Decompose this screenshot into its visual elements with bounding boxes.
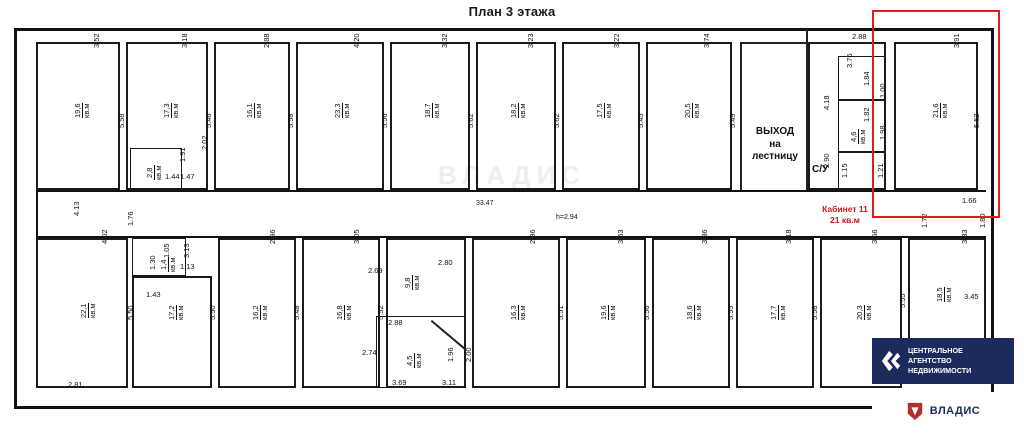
cabinet-11-d-bottom: 1.66	[962, 196, 977, 205]
room-top-5-area: 18,7 кв.м	[423, 103, 441, 118]
left-marker-2: 1.76	[126, 211, 135, 226]
niche-d5: 1.96	[446, 347, 455, 362]
room-bottom-right-d: 3.45	[964, 292, 979, 301]
room-top-2-area: 17,3 кв.м	[162, 103, 180, 118]
room-bottom-right-area: 18,5 кв.м	[935, 287, 953, 302]
room-top-8-width: 3.74	[702, 33, 711, 48]
niche-d4: 2.74	[362, 348, 377, 357]
room-bottom-3-height: 5.48	[292, 305, 301, 320]
small-bottom-d3: 1.13	[180, 262, 195, 271]
small-bottom-d4: 1.43	[146, 290, 161, 299]
logo-line-3: НЕДВИЖИМОСТИ	[908, 365, 972, 375]
wc-d4: 4.18	[822, 95, 831, 110]
logo-mark-icon	[880, 349, 902, 373]
cabinet-11-label-line1: Кабинет 11	[822, 204, 868, 214]
room-top-1-area: 19,6 кв.м	[73, 103, 91, 118]
exit-label-line1: ВЫХОД	[755, 126, 795, 137]
room-top-8-height: 5.49	[728, 113, 737, 128]
room-top-1-height: 5.58	[117, 113, 126, 128]
niche-d2: 2.80	[438, 258, 453, 267]
room-bottom-2-width: 3.13	[182, 243, 191, 258]
room-bottom-8-area: 18,6 кв.м	[685, 305, 703, 320]
cabinet-11-area: 21,6 кв.м	[931, 103, 949, 118]
room-bottom-4-width: 3.05	[352, 229, 361, 244]
room-bottom-7-area: 19,6 кв.м	[599, 305, 617, 320]
room-bottom-small	[132, 238, 186, 276]
agency-logo[interactable]	[872, 338, 1014, 384]
room-bottom-2-area: 17,2 кв.м	[167, 305, 185, 320]
room-bottom-1-height: 5.50	[126, 305, 135, 320]
small-top-d1: 2.02	[200, 135, 209, 150]
wc-d7: 2.90	[822, 153, 831, 168]
niche-area-2: 4,5 кв.м	[405, 353, 423, 368]
page-title: План 3 этажа	[468, 4, 556, 19]
room-top-6-width: 3.23	[526, 33, 535, 48]
cabinet-11-width: 3.91	[952, 33, 961, 48]
left-marker-1: 4.13	[72, 201, 81, 216]
wc-d8: 1.21	[876, 163, 885, 178]
small-top-d4: 1.47	[180, 172, 195, 181]
exit-label-line3: лестницу	[751, 151, 798, 162]
room-bottom-8-width: 3.36	[700, 229, 709, 244]
room-bottom-6-width: 2.96	[528, 229, 537, 244]
cabinet-11-d-right: 1.80	[978, 213, 987, 228]
room-bottom-9-area: 17,7 кв.м	[769, 305, 787, 320]
room-top-1-width: 3.52	[92, 33, 101, 48]
room-bottom-10-height: 5.55	[898, 293, 907, 308]
wc-d9: 1.15	[840, 163, 849, 178]
brand-mark-icon	[906, 401, 924, 421]
wc-d6: 1.98	[878, 125, 887, 140]
logo-text	[908, 346, 971, 375]
room-top-7-height: 5.45	[636, 113, 645, 128]
corridor-wall-left	[36, 190, 38, 238]
room-top-6-height: 5.62	[552, 113, 561, 128]
room-bottom-7-width: 3.53	[616, 229, 625, 244]
room-bottom-6-height: 5.51	[556, 305, 565, 320]
logo-line-2: АГЕНТСТВО	[908, 356, 952, 366]
left-marker-3: 2.81	[68, 380, 83, 389]
room-top-5-height: 5.62	[466, 113, 475, 128]
room-bottom-7-height: 5.56	[642, 305, 651, 320]
room-bottom-1-area: 22,1 кв.м	[79, 303, 97, 318]
wc-d3: 1.00	[878, 83, 887, 98]
room-top-8-area: 20,5 кв.м	[683, 103, 701, 118]
exit-label-line2: на	[769, 138, 781, 150]
outer-wall-top	[14, 28, 994, 31]
room-bottom-8-height: 5.55	[726, 305, 735, 320]
room-bottom-2-height: 5.50	[208, 305, 217, 320]
room-top-3-width: 2.88	[262, 33, 271, 48]
wc-d-top: 2.88	[852, 32, 867, 41]
cabinet-11-label	[790, 204, 900, 227]
niche-d1: 2.69	[368, 266, 383, 275]
niche-area-1: 9,8 кв.м	[403, 275, 421, 290]
room-top-3-area: 16,1 кв.м	[245, 103, 263, 118]
room-bottom-2	[132, 276, 212, 388]
small-bottom-d1: 1.05	[162, 243, 171, 258]
cabinet-11-height: 5.52	[972, 113, 981, 128]
wc-d1: 3.76	[845, 53, 854, 68]
room-top-4-area: 23,3 кв.м	[333, 103, 351, 118]
room-top-4-width: 4.20	[352, 33, 361, 48]
room-top-3-height: 5.58	[286, 113, 295, 128]
corridor-wall-top	[36, 190, 986, 192]
niche-d8: 3.11	[442, 378, 457, 387]
room-bottom-6-area: 16,3 кв.м	[509, 305, 527, 320]
corridor-height: h=2.94	[556, 214, 578, 221]
room-top-5-width: 3.32	[440, 33, 449, 48]
small-bottom-d2: 1.30	[148, 255, 157, 270]
room-bottom-9-height: 5.58	[810, 305, 819, 320]
room-bottom-3-area: 16,2 кв.м	[251, 305, 269, 320]
room-top-2-width: 3.18	[180, 33, 189, 48]
room-bottom-10-area: 20,3 кв.м	[855, 305, 873, 320]
niche-d7: 3.69	[392, 378, 407, 387]
room-bottom-9-width: 3.18	[784, 229, 793, 244]
wc-d2: 1.84	[862, 71, 871, 86]
room-bottom-3-width: 2.96	[268, 229, 277, 244]
room-top-7-area: 17,5 кв.м	[595, 103, 613, 118]
room-bottom-small-area: 1,4 кв.м	[159, 257, 177, 272]
corridor-length: 33.47	[476, 200, 494, 207]
room-bottom-10-width: 3.66	[870, 229, 879, 244]
room-bottom-4-height: 5.52	[376, 305, 385, 320]
wc-d5: 1.82	[862, 107, 871, 122]
room-top-7-width: 3.22	[612, 33, 621, 48]
wc-label: С/У	[812, 164, 829, 175]
stairs-wall-left	[740, 42, 742, 190]
niche-d3: 2.88	[388, 318, 403, 327]
watermark: ВЛАДИС	[437, 160, 587, 190]
logo-line-1: ЦЕНТРАЛЬНОЕ	[908, 346, 963, 356]
niche-d6: 2.00	[464, 347, 473, 362]
room-top-2-height: 5.46	[204, 113, 213, 128]
room-bottom-right-width: 3.33	[960, 229, 969, 244]
stairs-wall-top	[740, 42, 808, 44]
outer-wall-bottom	[14, 406, 994, 409]
brand-footer[interactable]	[872, 392, 1014, 430]
exit-label	[742, 126, 808, 164]
room-bottom-4-area: 16,8 кв.м	[335, 305, 353, 320]
room-top-4-height: 5.56	[380, 113, 389, 128]
brand-name: ВЛАДИС	[929, 405, 981, 417]
small-top-d2: 1.91	[178, 147, 187, 162]
room-top-6-area: 18,2 кв.м	[509, 103, 527, 118]
room-bottom-1-width: 4.02	[100, 229, 109, 244]
cabinet-11-d-left: 1.72	[920, 213, 929, 228]
small-top-d3: 1.44	[165, 172, 180, 181]
cabinet-11-label-line2: 21 кв.м	[830, 215, 860, 226]
wc-area-1: 4,6 кв.м	[849, 129, 867, 144]
room-top-small-area: 2,8 кв.м	[145, 165, 163, 180]
outer-wall-left	[14, 28, 17, 409]
